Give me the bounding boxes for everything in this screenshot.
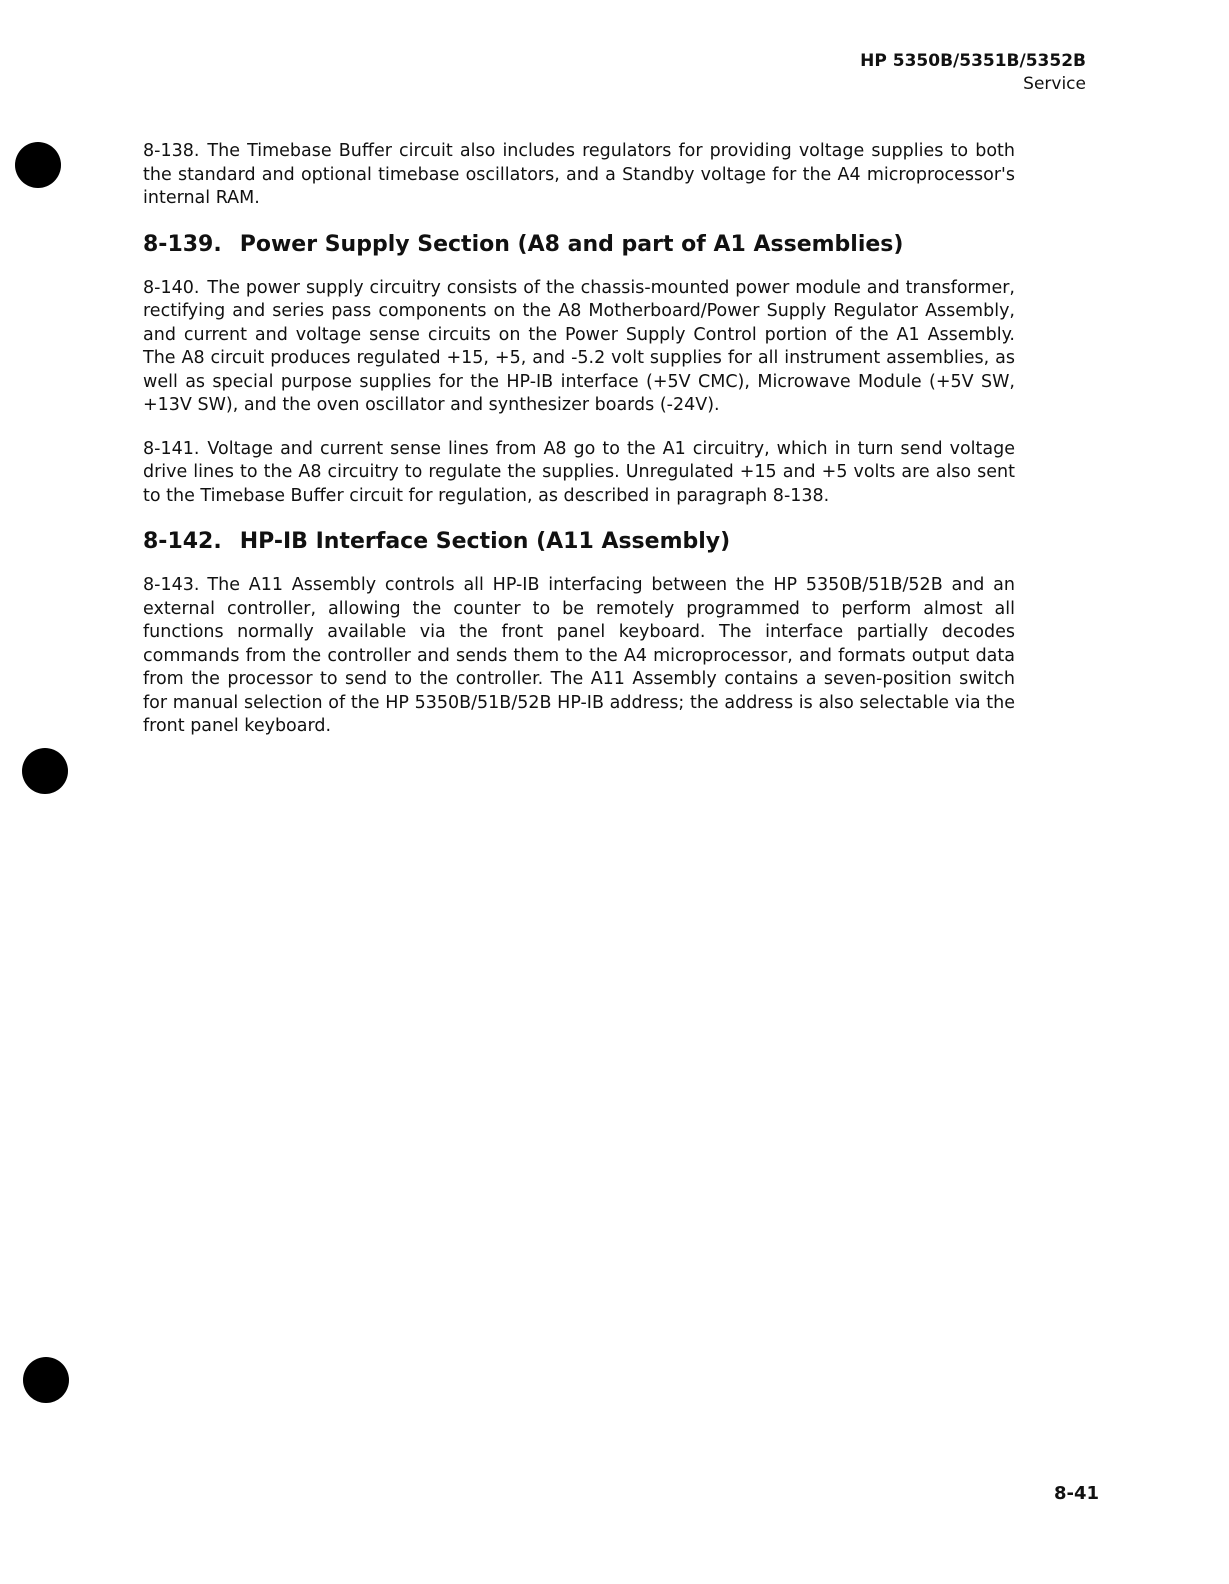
page-body: [143, 140, 1015, 759]
heading-number: 8-139.: [143, 231, 222, 257]
heading-number: 8-142.: [143, 529, 222, 554]
paragraph-number: 8-141.: [143, 438, 200, 459]
section-heading-8-139: [143, 231, 1015, 259]
paragraph-number: 8-140.: [143, 277, 200, 298]
paragraph-text: Voltage and current sense lines from A8 go to the A1 circuitry, which in turn send voltage drive lines to the A8 circuitry to regulate the supplies. Unregulated +15 and +5 volts are also sent to the Timebase Buffer circuit for regulation, as described in paragraph 8-138.: [143, 438, 1015, 506]
paragraph-8-140: [143, 277, 1015, 418]
manual-section: Service: [1023, 74, 1086, 94]
binder-hole-top: [15, 142, 61, 188]
binder-hole-middle: [22, 748, 68, 794]
paragraph-text: The A11 Assembly controls all HP-IB interfacing between the HP 5350B/51B/52B and an external controller, allowing the counter to be remotely programmed to perform almost all functions normally available via the front panel keyboard. The interface partially decodes commands from the controller and sends them to the A4 microprocessor, and formats output data from the processor to send to the controller. The A11 Assembly contains a seven-position switch for manual selection of the HP 5350B/51B/52B HP-IB address; the address is also selectable via the front panel keyboard.: [143, 575, 1015, 736]
paragraph-text: The power supply circuitry consists of the chassis-mounted power module and transformer, rectifying and series pass components on the A8 Motherboard/Power Supply Regulator Assembly, and current and voltage sense circuits on the Power Supply Control portion of the A1 Assembly. The A8 circuit produces regulated +15, +5, and -5.2 volt supplies for all instrument assemblies, as well as special purpose supplies for the HP-IB interface (+5V CMC), Microwave Module (+5V SW, +13V SW), and the oven oscillator and synthesizer boards (-24V).: [143, 277, 1015, 415]
paragraph-text: The Timebase Buffer circuit also includes regulators for providing voltage supplies to both the standard and optional timebase oscillators, and a Standby voltage for the A4 microprocessor's internal RAM.: [143, 141, 1015, 208]
paragraph-8-141: [143, 438, 1015, 509]
paragraph-8-138: [143, 140, 1015, 211]
heading-text: Power Supply Section (A8 and part of A1 Assemblies): [239, 231, 904, 257]
page-header: [860, 50, 1086, 96]
page-number: 8-41: [1053, 1483, 1099, 1504]
paragraph-8-143: [143, 574, 1015, 739]
paragraph-number: 8-138.: [143, 141, 200, 161]
paragraph-number: 8-143.: [143, 575, 200, 595]
heading-text: HP-IB Interface Section (A11 Assembly): [239, 529, 731, 554]
binder-hole-bottom: [23, 1357, 69, 1403]
section-heading-8-142: [143, 528, 1015, 556]
manual-model: HP 5350B/5351B/5352B: [860, 51, 1086, 71]
